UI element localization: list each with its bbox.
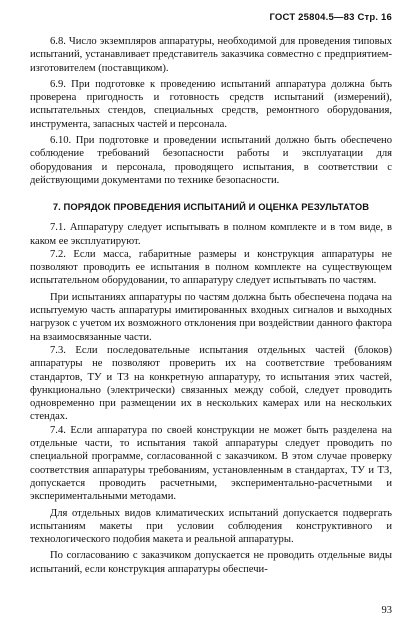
- section-7-heading: 7. ПОРЯДОК ПРОВЕДЕНИЯ ИСПЫТАНИЙ И ОЦЕНКА РЕЗУЛЬТАТОВ: [52, 201, 370, 213]
- standard-code: ГОСТ 25804.5—83: [269, 12, 355, 23]
- paragraph-7-2-continued: При испытаниях аппаратуры по частям должна быть обеспечена подача на испытуемую часть аппаратуры имитированных входных сигналов и выходных нагрузок с учетом их возможного отклонения при воздействии данного фактора на взаимосвязанные части.: [30, 291, 392, 343]
- page-number: 93: [381, 605, 392, 616]
- paragraph-mockups: Для отдельных видов климатических испытаний допускается подвергать испытаниям макеты при условии соблюдения конструктивного и технологического подобия макета и реальной аппаратуры.: [30, 507, 392, 546]
- paragraph-7-2: 7.2. Если масса, габаритные размеры и конструкция аппаратуры не позволяют проводить ее испытания в полном комплекте на существующем испытательном оборудовании, то аппаратуру следует испытывать по частям.: [30, 248, 392, 287]
- page-label: Стр. 16: [357, 12, 392, 23]
- paragraph-6-10: 6.10. При подготовке и проведении испытаний должно быть обеспечено соблюдение требований безопасности работы и эксплуатации для оборудования и персонала, проводящего испытания, в соответствии с действующими документами по технике безопасности.: [30, 135, 392, 186]
- paragraph-7-4: 7.4. Если аппаратура по своей конструкции не может быть разделена на отдельные части, то испытания такой аппаратуры следует проводить по специальной программе, согласованной с заказчиком. В этом случае проверку соответствия аппаратуры требованиям, установленным в стандартах, ТУ и ТЗ, допускается проводить расчетными, экспериментально-расчетными и экспериментальными методами.: [30, 424, 392, 503]
- paragraph-6-9: 6.9. При подготовке к проведению испытаний аппаратура должна быть проверена пригодность и готовность средств испытаний (измерений), испытательных стендов, специальных средств, ремонтного оборудования, инструмента, запасных частей и персонала.: [30, 78, 392, 130]
- paragraph-6-8: 6.8. Число экземпляров аппаратуры, необходимой для проведения типовых испытаний, устанавливает представитель заказчика совместно с предприятием-изготовителем (поставщиком).: [30, 36, 392, 74]
- page-header: [30, 12, 392, 23]
- paragraph-7-3: 7.3. Если последовательные испытания отдельных частей (блоков) аппаратуры не позволяют проверить их на соответствие требованиям стандартов, ТУ и ТЗ на конкретную аппаратуру, то испытания этих частей, функционально (электрически) связанных между собой, следует проводить одновременно при размещении их в нескольких камерах или на нескольких стендах.: [30, 344, 392, 423]
- paragraph-7-1: 7.1. Аппаратуру следует испытывать в полном комплекте и в том виде, в каком ее эксплуатируют.: [30, 222, 392, 247]
- paragraph-agreement: По согласованию с заказчиком допускается не проводить отдельные виды испытаний, если конструкция аппаратуры обеспечи-: [30, 550, 392, 575]
